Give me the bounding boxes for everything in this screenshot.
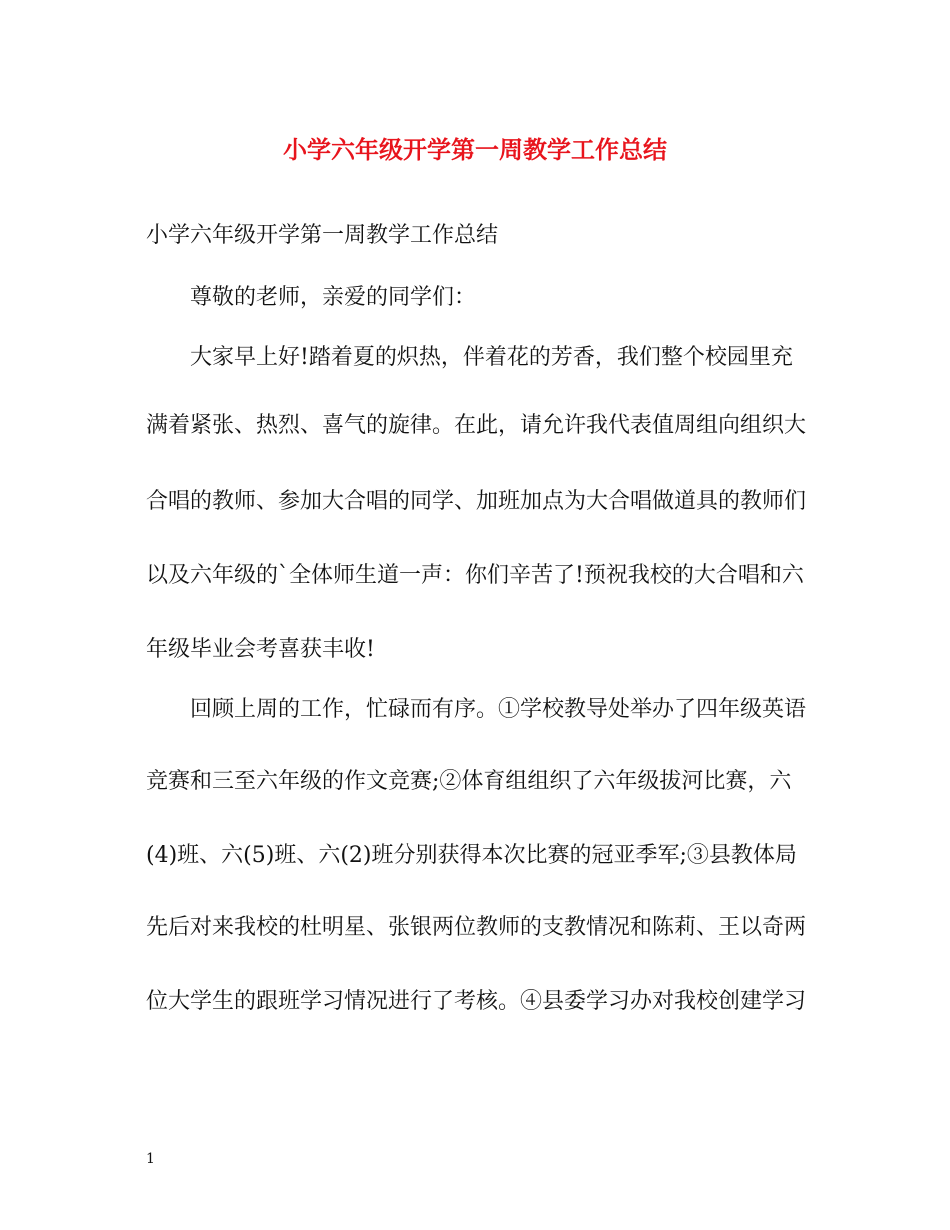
paragraph-line: 合唱的教师、参加大合唱的同学、加班加点为大合唱做道具的教师们: [146, 489, 807, 514]
paragraph-line: 回顾上周的工作，忙碌而有序。①学校教导处举办了四年级英语: [190, 697, 807, 722]
paragraph-line: (4)班、六(5)班、六(2)班分别获得本次比赛的冠亚季军;③县教体局: [146, 843, 797, 868]
document-subtitle: 小学六年级开学第一周教学工作总结: [146, 223, 499, 248]
paragraph-line: 年级毕业会考喜获丰收!: [146, 637, 375, 662]
paragraph-line: 先后对来我校的杜明星、张银两位教师的支教情况和陈莉、王以奇两: [146, 915, 807, 940]
greeting-line: 尊敬的老师，亲爱的同学们：: [190, 285, 477, 310]
paragraph-line: 满着紧张、热烈、喜气的旋律。在此，请允许我代表值周组向组织大: [146, 413, 807, 438]
document-title: 小学六年级开学第一周教学工作总结: [283, 135, 667, 164]
paragraph-line: 大家早上好!踏着夏的炽热，伴着花的芳香，我们整个校园里充: [190, 345, 793, 370]
page-number: 1: [146, 1151, 155, 1167]
paragraph-line: 位大学生的跟班学习情况进行了考核。④县委学习办对我校创建学习: [146, 989, 807, 1014]
paragraph-line: 以及六年级的`全体师生道一声：你们辛苦了!预祝我校的大合唱和六: [146, 563, 804, 588]
paragraph-line: 竞赛和三至六年级的作文竞赛;②体育组组织了六年级拔河比赛，六: [146, 769, 792, 794]
